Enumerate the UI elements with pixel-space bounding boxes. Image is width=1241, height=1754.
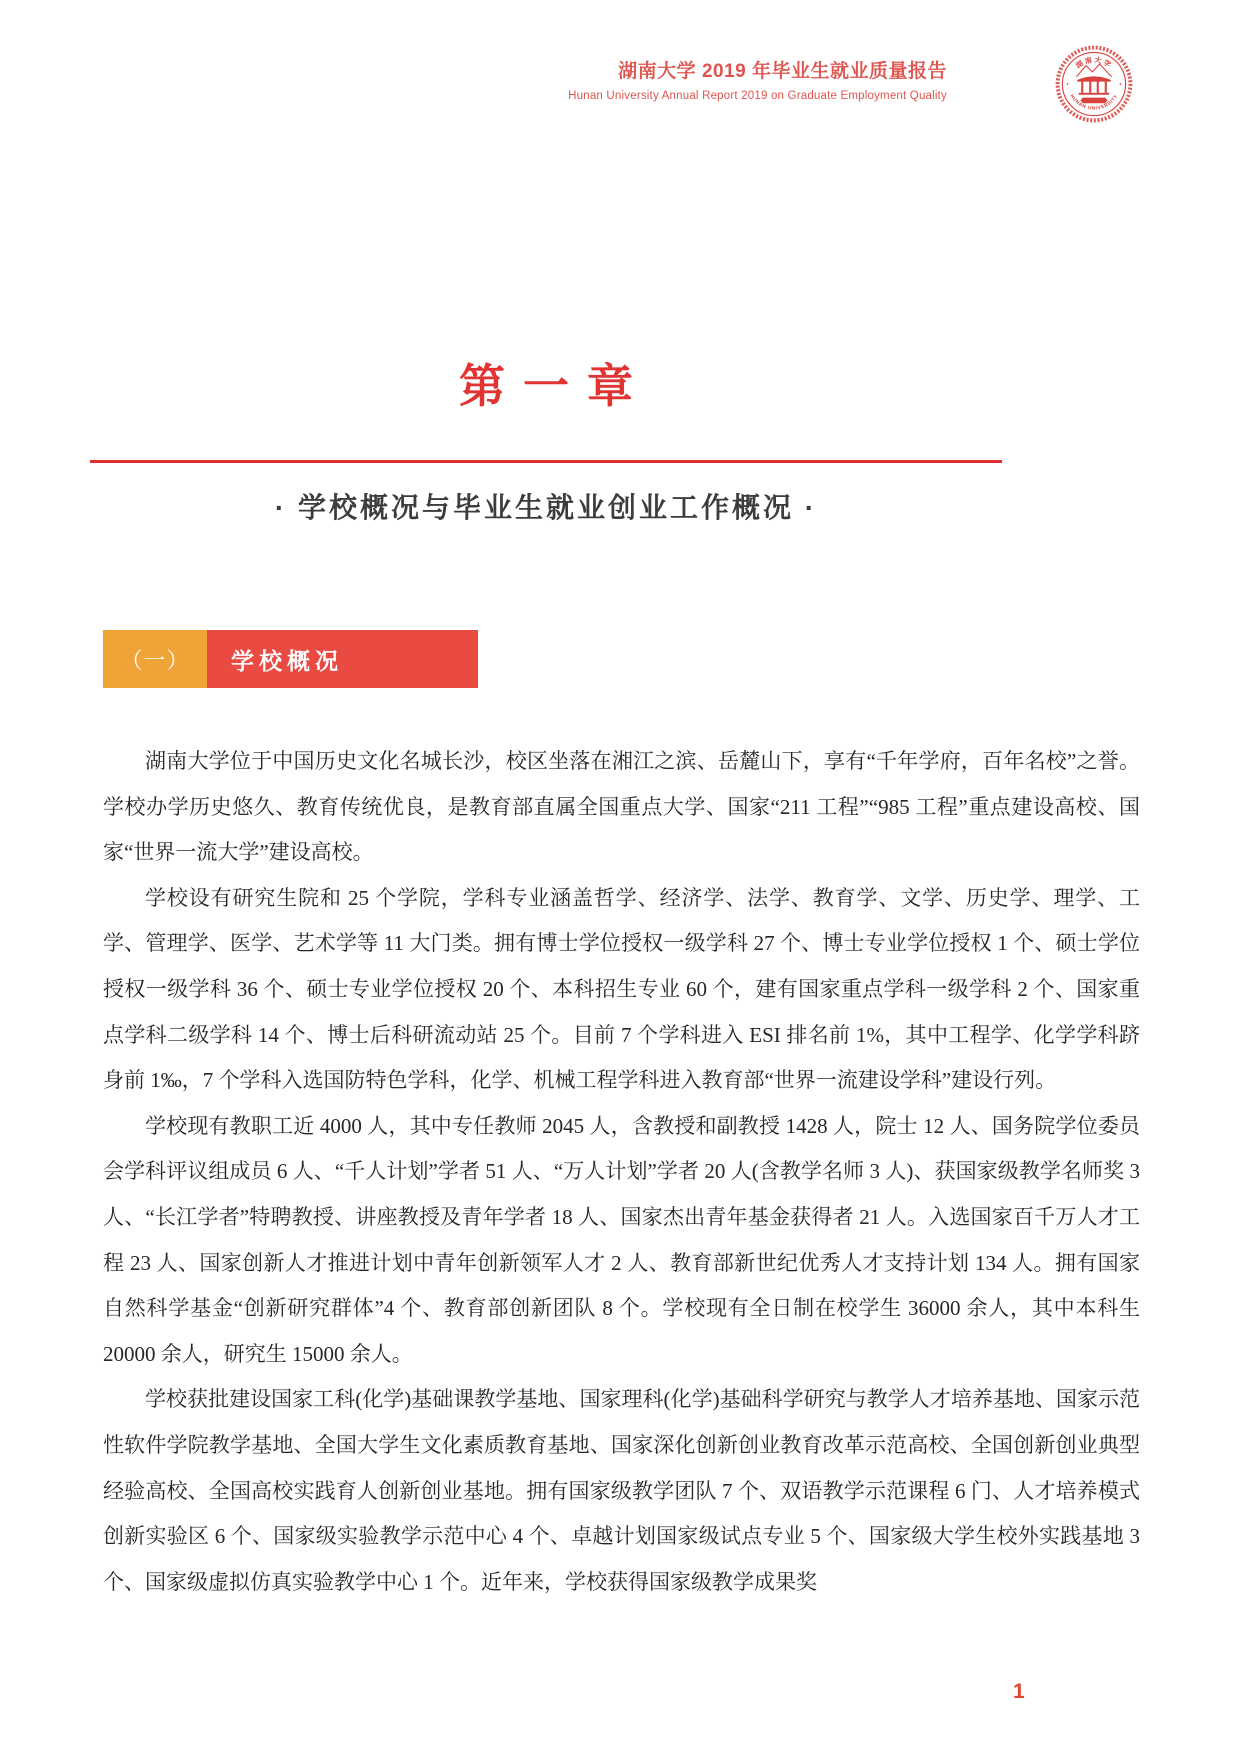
- header-title: 湖南大学 2019 年毕业生就业质量报告: [618, 61, 947, 82]
- chapter-subtitle: · 学校概况与毕业生就业创业工作概况 ·: [274, 492, 818, 523]
- section-index-badge: （一）: [103, 630, 207, 688]
- body-paragraph-3: 学校现有教职工近 4000 人，其中专任教师 2045 人，含教授和副教授 1428 人，院士 12 人、国务院学位委员会学科评议组成员 6 人、“千人计划”学者 51 人、“万人计划”学者 20 人(含教学名师 3 人)、获国家级教学名师奖 3 人、“长江学者”特聘教授、讲座教授及青年学者 18 人、国家杰出青年基金获得者 21 人。入选国家百千万人才工程 23 人、国家创新人才推进计划中青年创新领军人才 2 人、教育部新世纪优秀人才支持计划 134 人。拥有国家自然科学基金“创新研究群体”4 个、教育部创新团队 8 个。学校现有全日制在校学生 36000 余人，其中本科生 20000 余人，研究生 15000 余人。: [103, 1113, 1141, 1366]
- section-banner: [103, 630, 478, 688]
- body-paragraph-4: 学校获批建设国家工科(化学)基础课教学基地、国家理科(化学)基础科学研究与教学人才培养基地、国家示范性软件学院教学基地、全国大学生文化素质教育基地、国家深化创新创业教育改革示范高校、全国创新创业典型经验高校、全国高校实践育人创新创业基地。拥有国家级教学团队 7 个、双语教学示范课程 6 门、人才培养模式创新实验区 6 个、国家级实验教学示范中心 4 个、卓越计划国家级试点专业 5 个、国家级大学生校外实践基地 3 个、国家级虚拟仿真实验教学中心 1 个。近年来，学校获得国家级教学成果奖: [103, 1387, 1140, 1594]
- body-paragraph-1: 湖南大学位于中国历史文化名城长沙，校区坐落在湘江之滨、岳麓山下，享有“千年学府，百年名校”之誉。学校办学历史悠久、教育传统优良，是教育部直属全国重点大学、国家“211 工程”“985 工程”重点建设高校、国家“世界一流大学”建设高校。: [103, 749, 1140, 865]
- seal-bottom-text: HUNAN UNIVERSITY: [1068, 93, 1120, 112]
- svg-text:湖南大学: [1074, 55, 1114, 70]
- page-header: [340, 56, 947, 102]
- seal-icon: [1054, 44, 1134, 124]
- section-title-badge: 学校概况: [207, 630, 478, 688]
- seal-top-text: 湖南大学: [1074, 55, 1114, 71]
- chapter-divider: [90, 460, 1002, 463]
- chapter-title: 第一章: [459, 360, 651, 412]
- header-subtitle-en: Hunan University Annual Report 2019 on Graduate Employment Quality: [568, 90, 947, 102]
- body-text-block: [103, 739, 1140, 1605]
- chapter-heading: [90, 356, 1002, 526]
- university-seal-logo: [1054, 44, 1134, 124]
- page-number: 1: [1013, 1680, 1025, 1703]
- body-paragraph-2: 学校设有研究生院和 25 个学院，学科专业涵盖哲学、经济学、法学、教育学、文学、历史学、理学、工学、管理学、医学、艺术学等 11 大门类。拥有博士学位授权一级学科 27 个、博士专业学位授权 1 个、硕士学位授权一级学科 36 个、硕士专业学位授权 20 个、本科招生专业 60 个，建有国家重点学科一级学科 2 个、国家重点学科二级学科 14 个、博士后科研流动站 25 个。目前 7 个学科进入 ESI 排名前 1%，其中工程学、化学学科跻身前 1‰，7 个学科入选国防特色学科，化学、机械工程学科进入教育部“世界一流建设学科”建设行列。: [103, 885, 1140, 1093]
